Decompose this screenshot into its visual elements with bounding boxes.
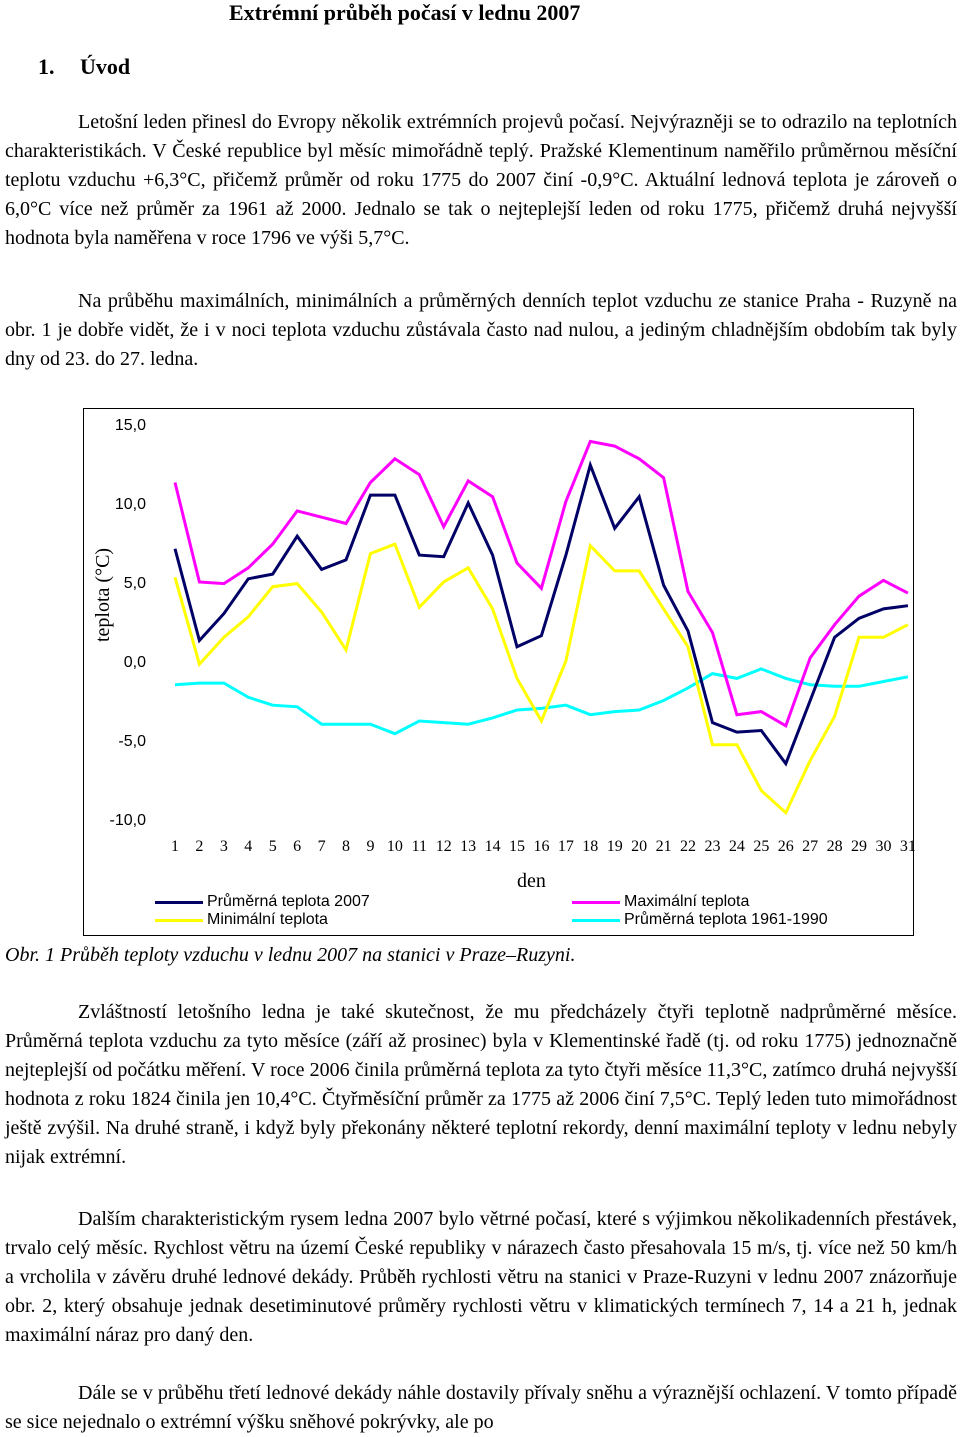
x-tick-label: 12 <box>435 838 452 855</box>
legend-label: Průměrná teplota 1961-1990 <box>624 911 828 928</box>
legend-item-avg-1961-1990 <box>572 910 828 930</box>
paragraph-snow: Dále se v průběhu třetí lednové dekády náhle dostavily přívaly sněhu a výraznější ochlazení. V tomto případě se sice nejednalo o extrémní výšku sněhové pokrývky, ale po <box>5 1382 957 1433</box>
legend-swatch <box>572 919 620 922</box>
paragraph-figure-description: Na průběhu maximálních, minimálních a průměrných denních teplot vzduchu ze stanice Praha - Ruzyně na obr. 1 je dobře vidět, že i v noci teplota vzduchu zůstávala často nad nulou, a jediným chladnějším obdobím tak byly dny od 23. do 27. ledna. <box>5 290 957 370</box>
x-tick-label: 28 <box>826 838 843 855</box>
x-tick-label: 23 <box>704 838 721 855</box>
legend-swatch <box>155 919 203 922</box>
legend-item-min <box>155 910 328 930</box>
x-tick-label: 3 <box>219 838 228 855</box>
section-number: 1. <box>38 54 55 79</box>
x-tick-label: 5 <box>268 838 277 855</box>
x-tick-label: 18 <box>582 838 599 855</box>
x-tick-label: 24 <box>728 838 745 855</box>
temperature-chart <box>83 408 914 936</box>
x-tick-label: 27 <box>802 838 819 855</box>
x-tick-label: 17 <box>557 838 574 855</box>
x-tick-label: 16 <box>533 838 550 855</box>
x-tick-label: 1 <box>171 838 179 855</box>
x-tick-label: 6 <box>293 838 302 855</box>
x-tick-label: 15 <box>509 838 526 855</box>
document-title: Extrémní průběh počasí v lednu 2007 <box>229 0 581 25</box>
paragraph-preceding-months: Zvláštností letošního ledna je také skutečnost, že mu předcházely čtyři teplotně nadprůměrné měsíce. Průměrná teplota vzduchu za tyto měsíce (září až prosinec) byla v Klementinské řadě (tj. od roku 1775) jednoznačně nejteplejší od počátku měření. V roce 2006 činila průměrná teplota za tyto čtyři měsíce 11,3°C, zatímco druhá nejvyšší hodnota z roku 1824 činila jen 10,4°C. Čtyřměsíční průměr za 1775 až 2006 činí 7,5°C. Teplý leden tuto mimořádnost ještě zvýšil. Na druhé straně, i když byly překonány některé teplotní rekordy, denní maximální teploty v lednu nebyly nijak extrémní. <box>5 1001 957 1168</box>
legend-swatch <box>572 901 620 904</box>
x-tick-label: 21 <box>655 838 672 855</box>
x-tick-label: 19 <box>606 838 623 855</box>
legend-item-max <box>572 892 749 912</box>
y-tick-label: 10,0 <box>114 496 146 513</box>
x-tick-label: 11 <box>411 838 428 855</box>
x-tick-label: 25 <box>753 838 770 855</box>
y-tick-label: -10,0 <box>109 812 146 829</box>
x-tick-label: 13 <box>460 838 477 855</box>
series-line-2 <box>175 441 908 725</box>
y-tick-label: 0,0 <box>123 654 146 671</box>
x-tick-label: 30 <box>875 838 892 855</box>
legend-label: Minimální teplota <box>207 911 328 928</box>
section-heading <box>38 54 130 80</box>
y-tick-label: 5,0 <box>123 575 146 592</box>
x-tick-label: 29 <box>851 838 868 855</box>
x-tick-label: 26 <box>777 838 794 855</box>
legend-swatch <box>155 901 203 904</box>
x-tick-label: 9 <box>366 838 375 855</box>
x-tick-label: 4 <box>244 838 253 855</box>
legend-item-avg-2007 <box>155 892 370 912</box>
section-title: Úvod <box>80 54 131 79</box>
x-tick-label: 7 <box>317 838 326 855</box>
legend-label: Průměrná teplota 2007 <box>207 893 370 910</box>
figure-caption: Obr. 1 Průběh teploty vzduchu v lednu 2007 na stanici v Praze–Ruzyni. <box>5 944 576 966</box>
x-tick-label: 2 <box>195 838 204 855</box>
paragraph-intro: Letošní leden přinesl do Evropy několik extrémních projevů počasí. Nejvýrazněji se to odrazilo na teplotních charakteristikách. V České republice byl měsíc mimořádně teplý. Pražské Klementinum naměřilo průměrnou měsíční teplotu vzduchu +6,3°C, přičemž průměr od roku 1775 do 2007 činí -0,9°C. Aktuální lednová teplota je zároveň o 6,0°C více než průměr za 1961 až 2000. Jednalo se tak o nejteplejší leden od roku 1775, přičemž druhá nejvyšší hodnota byla naměřena v roce 1796 ve výši 5,7°C. <box>5 111 957 249</box>
x-tick-label: 20 <box>631 838 648 855</box>
x-tick-label: 8 <box>342 838 351 855</box>
x-tick-label: 31 <box>899 838 916 855</box>
y-axis-label: teplota (°C) <box>92 547 114 642</box>
y-tick-label: 15,0 <box>114 417 146 434</box>
x-tick-label: 14 <box>484 838 501 855</box>
x-tick-label: 10 <box>386 838 403 855</box>
chart-canvas <box>84 409 916 935</box>
x-axis-label: den <box>517 870 546 892</box>
paragraph-wind: Dalším charakteristickým rysem ledna 2007 bylo větrné počasí, které s výjimkou několikadenních přestávek, trvalo celý měsíc. Rychlost větru na území České republiky v nárazech často přesahovala 15 m/s, tj. více než 50 km/h a vrcholila v závěru druhé lednové dekády. Průběh rychlosti větru na stanici v Praze-Ruzyni v lednu 2007 znázorňuje obr. 2, který obsahuje jednak desetiminutové průměry rychlosti větru v klimatických termínech 7, 14 a 21 h, jednak maximální náraz pro daný den. <box>5 1208 957 1346</box>
legend-label: Maximální teplota <box>624 893 750 910</box>
y-tick-label: -5,0 <box>118 733 146 750</box>
x-tick-label: 22 <box>680 838 697 855</box>
